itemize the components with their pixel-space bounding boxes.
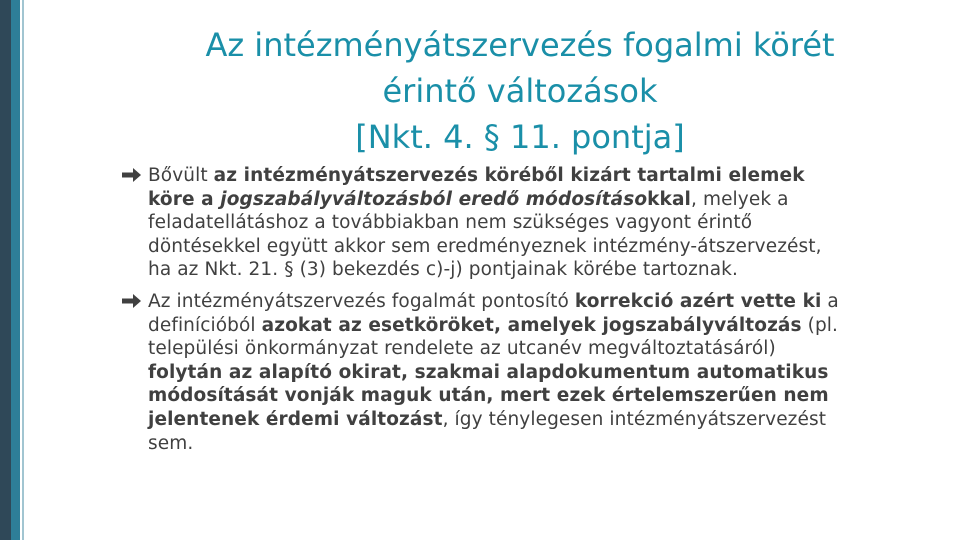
slide-title — [130, 22, 910, 160]
bullet-item-2 — [122, 290, 842, 455]
arrow-right-icon — [122, 167, 142, 183]
slide-content — [122, 164, 842, 463]
bullet2-text-3: a definícióból — [148, 290, 839, 336]
left-edge-bar-light — [11, 0, 20, 540]
title-line-1: Az intézményátszervezés fogalmi körét — [205, 26, 835, 64]
title-line-3: [Nkt. 4. § 11. pontja] — [355, 118, 685, 156]
bullet1-text-1: Bővült — [148, 165, 214, 186]
bullet1-text-3: jogszabályváltozásból eredő módosításo — [220, 188, 648, 210]
bullet2-text-5: (pl. települési önkormányzat rendelete az utcanév megváltoztatásáról) — [148, 314, 839, 360]
left-edge-bar-dark — [0, 0, 11, 540]
title-line-2: érintő változások — [382, 72, 658, 110]
bullet2-text-6: folytán az alapító okirat, szakmai alapdokumentum automatikus módosítását vonják maguk után, mert ezek értelemszerűen nem jelentenek érdemi változást — [148, 361, 829, 430]
bullet1-text-4: kkal — [647, 188, 691, 210]
bullet2-text-1: Az intézményátszervezés fogalmát pontosító — [148, 290, 575, 312]
bullet1-text-2: az intézményátszervezés köréből kizárt tartalmi elemek köre a — [148, 165, 805, 210]
bullet2-text-4: azokat az esetköröket, amelyek jogszabályváltozás — [261, 314, 802, 336]
bullet1-text-5: , melyek a feladatellátáshoz a továbbiakban nem szükséges vagyont érintő döntésekkel együtt akkor sem eredményeznek intézmény-átszervezést, ha az Nkt. 21. § (3) bekezdés c)-j) pontjainak körébe tartoznak. — [148, 188, 822, 281]
bullet2-text-2: korrekció azért vette ki — [574, 290, 822, 312]
left-edge-line — [22, 0, 24, 540]
bullet2-text-7: , így ténylegesen intézményátszervezést sem. — [148, 408, 827, 454]
arrow-right-icon — [122, 293, 142, 309]
bullet-item-1 — [122, 164, 842, 282]
